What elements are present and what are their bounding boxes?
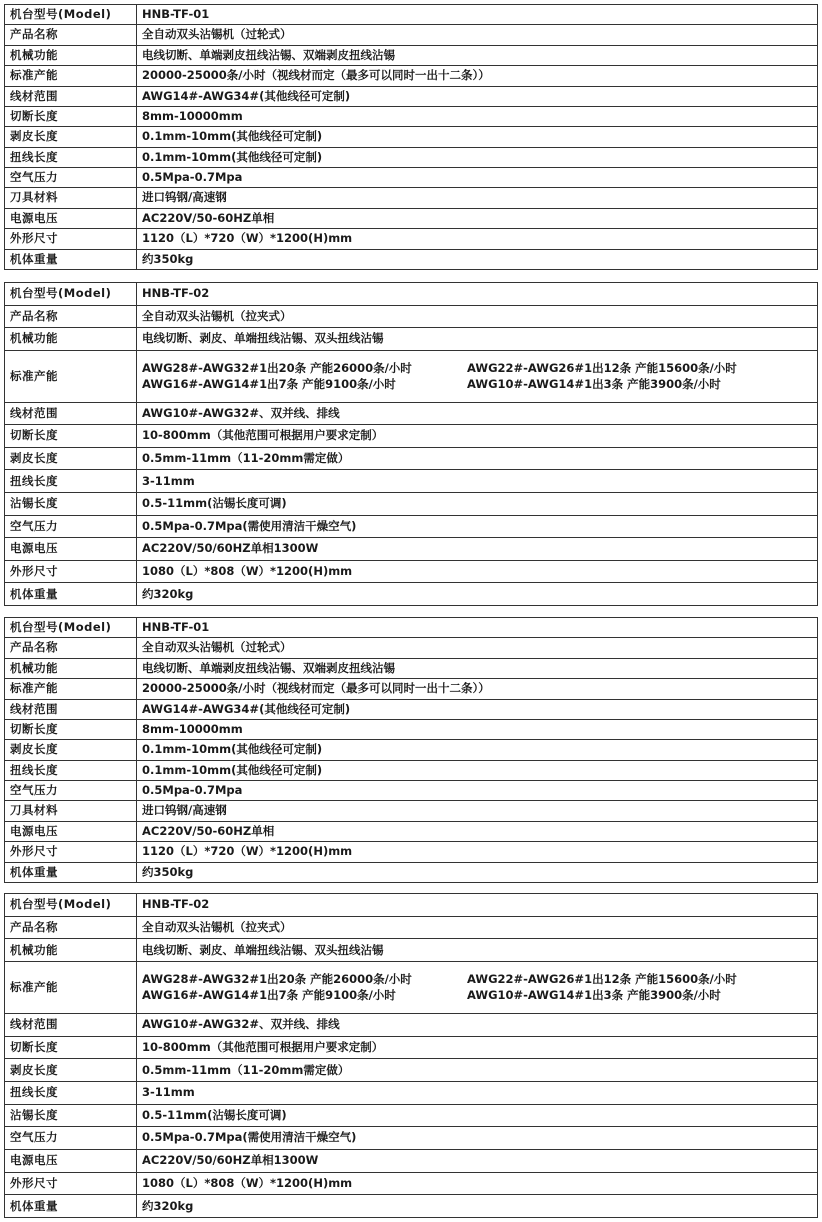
table-row: [5, 801, 818, 821]
row-label: 切断长度: [5, 1036, 137, 1059]
table-row: [5, 350, 818, 402]
table-row: [5, 1104, 818, 1127]
row-value: 20000-25000条/小时（视线材而定（最多可以同时一出十二条））: [137, 679, 818, 699]
row-value: 0.5-11mm(沾锡长度可调): [137, 1104, 818, 1127]
row-label: 机械功能: [5, 658, 137, 678]
table-row: [5, 1149, 818, 1172]
row-value: 0.1mm-10mm(其他线径可定制): [137, 740, 818, 760]
row-value: AWG14#-AWG34#(其他线径可定制): [137, 86, 818, 106]
table-row: [5, 249, 818, 270]
row-value: 0.5-11mm(沾锡长度可调): [137, 493, 818, 516]
table-row: [5, 862, 818, 883]
row-value: HNB-TF-01: [137, 5, 818, 25]
table-row: [5, 402, 818, 425]
table-row: [5, 699, 818, 719]
row-value: 0.5Mpa-0.7Mpa(需使用清洁干燥空气): [137, 515, 818, 538]
capacity-entry: AWG22#-AWG26#1出12条 产能15600条/小时: [467, 360, 737, 375]
row-label: 产品名称: [5, 916, 137, 939]
table-row: [5, 127, 818, 147]
table-row: [5, 961, 818, 1013]
row-value: AWG14#-AWG34#(其他线径可定制): [137, 699, 818, 719]
row-value: 0.1mm-10mm(其他线径可定制): [137, 760, 818, 780]
row-label: 机械功能: [5, 939, 137, 962]
table-row: [5, 1195, 818, 1218]
row-value: 进口钨钢/高速钢: [137, 188, 818, 208]
row-label: 机体重量: [5, 583, 137, 606]
row-value: 8mm-10000mm: [137, 106, 818, 126]
capacity-cell: [137, 350, 818, 402]
row-label: 机体重量: [5, 862, 137, 883]
table-row: [5, 538, 818, 561]
row-label: 空气压力: [5, 781, 137, 801]
row-value: 约350kg: [137, 249, 818, 270]
row-label: 切断长度: [5, 106, 137, 126]
row-value: 10-800mm（其他范围可根据用户要求定制）: [137, 1036, 818, 1059]
capacity-grid: [142, 973, 812, 1002]
capacity-entry: AWG10#-AWG14#1出3条 产能3900条/小时: [467, 376, 721, 391]
table-row: [5, 894, 818, 917]
row-value: HNB-TF-01: [137, 618, 818, 638]
row-value: 3-11mm: [137, 1081, 818, 1104]
table-row: [5, 740, 818, 760]
row-label: 电源电压: [5, 538, 137, 561]
row-label: 标准产能: [5, 66, 137, 86]
row-value: AC220V/50/60HZ单相1300W: [137, 1149, 818, 1172]
table-row: [5, 493, 818, 516]
row-label: 机台型号(Model): [5, 618, 137, 638]
table-row: [5, 515, 818, 538]
table-row: [5, 1013, 818, 1036]
table-row: [5, 1081, 818, 1104]
row-label: 扭线长度: [5, 1081, 137, 1104]
row-value: 全自动双头沾锡机（过轮式）: [137, 25, 818, 45]
row-label: 切断长度: [5, 719, 137, 739]
row-value: 全自动双头沾锡机（拉夹式）: [137, 916, 818, 939]
table-row: [5, 658, 818, 678]
table-row: [5, 679, 818, 699]
row-value: 全自动双头沾锡机（过轮式）: [137, 638, 818, 658]
row-label: 扭线长度: [5, 760, 137, 780]
row-label: 线材范围: [5, 402, 137, 425]
row-label: 外形尺寸: [5, 842, 137, 862]
table-row: [5, 425, 818, 448]
row-value: 约350kg: [137, 862, 818, 883]
row-label: 空气压力: [5, 168, 137, 188]
row-label: 机台型号(Model): [5, 283, 137, 306]
capacity-entry: AWG28#-AWG32#1出20条 产能26000条/小时: [142, 971, 412, 986]
row-label: 机械功能: [5, 328, 137, 351]
row-value: 电线切断、剥皮、单端扭线沾锡、双头扭线沾锡: [137, 328, 818, 351]
row-value: 进口钨钢/高速钢: [137, 801, 818, 821]
capacity-entry: AWG16#-AWG14#1出7条 产能9100条/小时: [142, 376, 396, 391]
table-row: [5, 939, 818, 962]
row-value: AC220V/50-60HZ单相: [137, 208, 818, 228]
row-value: 1120（L）*720（W）*1200(H)mm: [137, 842, 818, 862]
row-value: 0.5mm-11mm（11-20mm需定做）: [137, 447, 818, 470]
table-row: [5, 25, 818, 45]
row-value: 全自动双头沾锡机（拉夹式）: [137, 305, 818, 328]
table-row: [5, 45, 818, 65]
row-label: 电源电压: [5, 208, 137, 228]
capacity-entry: AWG10#-AWG14#1出3条 产能3900条/小时: [467, 987, 721, 1002]
row-label: 剥皮长度: [5, 447, 137, 470]
row-label: 刀具材料: [5, 801, 137, 821]
row-label: 剥皮长度: [5, 127, 137, 147]
row-value: HNB-TF-02: [137, 894, 818, 917]
table-row: [5, 821, 818, 841]
row-value: HNB-TF-02: [137, 283, 818, 306]
table-row: [5, 719, 818, 739]
table-row: [5, 66, 818, 86]
table-row: [5, 208, 818, 228]
row-label: 产品名称: [5, 25, 137, 45]
row-value: 电线切断、单端剥皮扭线沾锡、双端剥皮扭线沾锡: [137, 45, 818, 65]
spec-table-2: [4, 282, 818, 606]
row-label: 产品名称: [5, 638, 137, 658]
row-label: 刀具材料: [5, 188, 137, 208]
row-value: 0.5Mpa-0.7Mpa: [137, 781, 818, 801]
table-row: [5, 86, 818, 106]
capacity-entry: AWG28#-AWG32#1出20条 产能26000条/小时: [142, 360, 412, 375]
row-value: 电线切断、单端剥皮扭线沾锡、双端剥皮扭线沾锡: [137, 658, 818, 678]
row-label: 机体重量: [5, 249, 137, 270]
row-label: 电源电压: [5, 821, 137, 841]
row-label: 扭线长度: [5, 147, 137, 167]
row-value: 8mm-10000mm: [137, 719, 818, 739]
table-row: [5, 638, 818, 658]
row-label: 外形尺寸: [5, 1172, 137, 1195]
table-row: [5, 1172, 818, 1195]
row-label: 空气压力: [5, 515, 137, 538]
row-label: 剥皮长度: [5, 740, 137, 760]
row-value: 约320kg: [137, 583, 818, 606]
row-label: 线材范围: [5, 1013, 137, 1036]
row-value: 0.1mm-10mm(其他线径可定制): [137, 127, 818, 147]
row-label: 扭线长度: [5, 470, 137, 493]
row-value: AC220V/50/60HZ单相1300W: [137, 538, 818, 561]
table-row: [5, 305, 818, 328]
row-label: 标准产能: [5, 679, 137, 699]
table-row: [5, 560, 818, 583]
row-value: 电线切断、剥皮、单端扭线沾锡、双头扭线沾锡: [137, 939, 818, 962]
table-row: [5, 229, 818, 249]
table-row: [5, 842, 818, 862]
row-value: AC220V/50-60HZ单相: [137, 821, 818, 841]
row-label: 标准产能: [5, 961, 137, 1013]
row-value: 0.5Mpa-0.7Mpa(需使用清洁干燥空气): [137, 1127, 818, 1150]
row-label: 沾锡长度: [5, 493, 137, 516]
row-label: 外形尺寸: [5, 560, 137, 583]
row-label: 线材范围: [5, 86, 137, 106]
row-value: AWG10#-AWG32#、双并线、排线: [137, 402, 818, 425]
capacity-entry: AWG16#-AWG14#1出7条 产能9100条/小时: [142, 987, 396, 1002]
row-label: 电源电压: [5, 1149, 137, 1172]
row-label: 机台型号(Model): [5, 5, 137, 25]
row-value: 1120（L）*720（W）*1200(H)mm: [137, 229, 818, 249]
row-label: 剥皮长度: [5, 1059, 137, 1082]
row-value: 0.5mm-11mm（11-20mm需定做）: [137, 1059, 818, 1082]
row-label: 产品名称: [5, 305, 137, 328]
table-row: [5, 447, 818, 470]
row-label: 机体重量: [5, 1195, 137, 1218]
capacity-cell: [137, 961, 818, 1013]
table-row: [5, 916, 818, 939]
table-row: [5, 1036, 818, 1059]
table-row: [5, 618, 818, 638]
table-row: [5, 470, 818, 493]
row-value: 约320kg: [137, 1195, 818, 1218]
row-label: 切断长度: [5, 425, 137, 448]
row-value: AWG10#-AWG32#、双并线、排线: [137, 1013, 818, 1036]
spec-table-3: [4, 617, 818, 883]
table-row: [5, 168, 818, 188]
spec-table-4: [4, 893, 818, 1218]
row-value: 0.1mm-10mm(其他线径可定制): [137, 147, 818, 167]
capacity-entry: AWG22#-AWG26#1出12条 产能15600条/小时: [467, 971, 737, 986]
row-value: 20000-25000条/小时（视线材而定（最多可以同时一出十二条））: [137, 66, 818, 86]
row-label: 空气压力: [5, 1127, 137, 1150]
row-label: 线材范围: [5, 699, 137, 719]
row-label: 机台型号(Model): [5, 894, 137, 917]
capacity-grid: [142, 362, 812, 391]
table-row: [5, 328, 818, 351]
row-label: 外形尺寸: [5, 229, 137, 249]
row-value: 1080（L）*808（W）*1200(H)mm: [137, 1172, 818, 1195]
table-row: [5, 760, 818, 780]
table-row: [5, 5, 818, 25]
table-row: [5, 1127, 818, 1150]
table-row: [5, 188, 818, 208]
row-value: 3-11mm: [137, 470, 818, 493]
table-row: [5, 106, 818, 126]
table-row: [5, 781, 818, 801]
row-value: 1080（L）*808（W）*1200(H)mm: [137, 560, 818, 583]
row-label: 沾锡长度: [5, 1104, 137, 1127]
spec-table-1: [4, 4, 818, 270]
table-row: [5, 1059, 818, 1082]
row-label: 标准产能: [5, 350, 137, 402]
row-value: 0.5Mpa-0.7Mpa: [137, 168, 818, 188]
row-value: 10-800mm（其他范围可根据用户要求定制）: [137, 425, 818, 448]
row-label: 机械功能: [5, 45, 137, 65]
table-row: [5, 283, 818, 306]
table-row: [5, 583, 818, 606]
table-row: [5, 147, 818, 167]
